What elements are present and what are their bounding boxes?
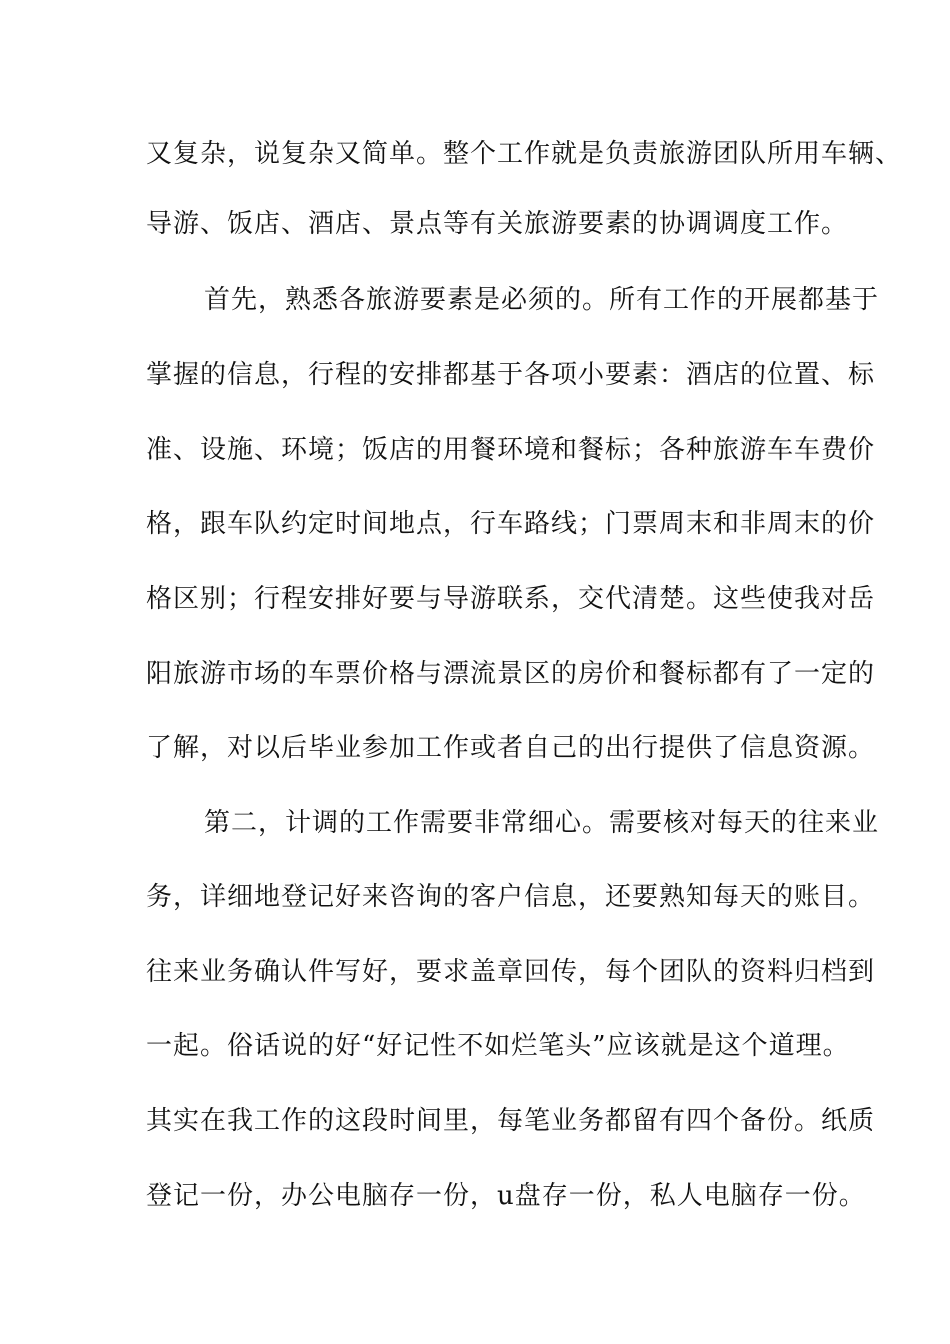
text-line: 阳旅游市场的车票价格与漂流景区的房价和餐标都有了一定的 [146,659,876,689]
text-line: 导游、饭店、酒店、景点等有关旅游要素的协调调度工作。 [146,209,849,239]
text-line: 准、设施、环境；饭店的用餐环境和餐标；各种旅游车车费价 [146,435,876,465]
text-line: 格区别；行程安排好要与导游联系，交代清楚。这些使我对岳 [146,584,876,614]
text-line: 往来业务确认件写好，要求盖章回传，每个团队的资料归档到 [146,957,876,987]
text-line: 务，详细地登记好来咨询的客户信息，还要熟知每天的账目。 [146,882,876,912]
text-line: 掌握的信息，行程的安排都基于各项小要素：酒店的位置、标 [146,360,876,390]
paragraph-first-line: 第二，计调的工作需要非常细心。需要核对每天的往来业 [204,808,880,838]
paragraph-first-line: 首先，熟悉各旅游要素是必须的。所有工作的开展都基于 [204,285,880,315]
text-line: 其实在我工作的这段时间里，每笔业务都留有四个备份。纸质 [146,1106,876,1136]
text-line: 格，跟车队约定时间地点，行车路线；门票周末和非周末的价 [146,509,876,539]
text-line: 又复杂，说复杂又简单。整个工作就是负责旅游团队所用车辆、 [146,139,903,169]
text-line: 登记一份，办公电脑存一份，u盘存一份，私人电脑存一份。 [146,1181,866,1211]
text-line: 了解，对以后毕业参加工作或者自己的出行提供了信息资源。 [146,733,876,763]
text-line: 一起。俗话说的好“好记性不如烂笔头”应该就是这个道理。 [146,1031,850,1061]
